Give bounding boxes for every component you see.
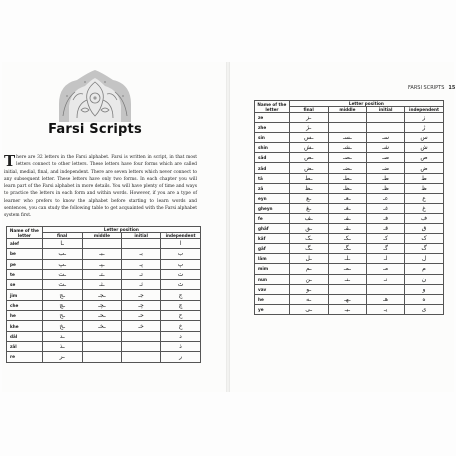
letter-final-cell: ـر [42,352,82,362]
header-letter-name: Name of the letter [255,101,290,113]
letter-name-cell: tā [255,173,290,183]
letter-name-cell: shin [255,143,290,153]
letter-independent-cell: ط [405,173,444,183]
table-row [7,300,201,310]
header-initial: initial [367,107,405,113]
table-row [255,173,444,183]
arabesque-ornament [55,70,135,122]
letter-independent-cell: د [161,331,201,341]
letter-independent-cell: ظ [405,183,444,193]
letter-initial-cell: حـ [122,311,161,321]
letter-name-cell: sād [255,153,290,163]
letter-name-cell: sin [255,133,290,143]
letter-name-cell: te [7,269,43,279]
table-row [7,259,201,269]
letter-initial-cell: خـ [122,321,161,331]
table-row [255,284,444,294]
table-row [255,213,444,223]
letter-middle-cell: ـمـ [328,264,367,274]
letter-name-cell: lām [255,254,290,264]
header-letter-position: Letter position [289,101,443,107]
letter-initial-cell: غـ [367,203,405,213]
letter-final-cell: ـظ [289,183,328,193]
header-final: final [289,107,328,113]
letter-independent-cell: س [405,133,444,143]
letter-independent-cell: ت [161,269,201,279]
letter-final-cell: ـث [42,280,82,290]
letter-name-cell: gāf [255,244,290,254]
letter-independent-cell: ش [405,143,444,153]
table-row [7,290,201,300]
letter-middle-cell: ـغـ [328,203,367,213]
letter-middle-cell: ـیـ [328,304,367,314]
letter-middle-cell [328,284,367,294]
letter-independent-cell: ز [405,113,444,123]
letter-name-cell: gheyn [255,203,290,213]
letter-final-cell: ـن [289,274,328,284]
letter-name-cell: re [7,352,43,362]
letter-independent-cell: ث [161,280,201,290]
letter-initial-cell: شـ [367,143,405,153]
table-row [255,133,444,143]
letter-name-cell: fe [255,213,290,223]
letter-name-cell: dāl [7,331,43,341]
letter-name-cell: vav [255,284,290,294]
letter-initial-cell: قـ [367,224,405,234]
letter-final-cell: ـخ [42,321,82,331]
letter-initial-cell: سـ [367,133,405,143]
letter-middle-cell: ـسـ [328,133,367,143]
letter-initial-cell: ضـ [367,163,405,173]
letter-independent-cell: ب [161,249,201,259]
letter-name-cell: che [7,300,43,310]
letter-initial-cell: پـ [122,259,161,269]
letter-middle-cell: ـلـ [328,254,367,264]
letter-initial-cell: لـ [367,254,405,264]
table-row [255,244,444,254]
letter-name-cell: jim [7,290,43,300]
letter-middle-cell: ـثـ [82,280,122,290]
letter-middle-cell [82,352,122,362]
letter-independent-cell: ل [405,254,444,264]
letter-middle-cell [82,331,122,341]
letter-initial-cell: طـ [367,173,405,183]
letter-initial-cell: نـ [367,274,405,284]
letter-independent-cell: و [405,284,444,294]
letter-final-cell: ـب [42,249,82,259]
letter-independent-cell: ف [405,213,444,223]
header-final: final [42,233,82,239]
alphabet-table-right-body [255,113,444,315]
letter-final-cell: ـط [289,173,328,183]
letter-middle-cell [82,239,122,249]
letter-final-cell: ـش [289,143,328,153]
letter-final-cell: ـپ [42,259,82,269]
table-row [7,311,201,321]
letter-independent-cell: ذ [161,341,201,351]
letter-middle-cell: ـخـ [82,321,122,331]
letter-final-cell: ـژ [289,123,328,133]
letter-name-cell: ze [255,113,290,123]
table-row [7,331,201,341]
letter-independent-cell: ک [405,234,444,244]
table-row [7,269,201,279]
letter-independent-cell: ق [405,224,444,234]
letter-name-cell: he [255,294,290,304]
letter-name-cell: se [7,280,43,290]
letter-initial-cell: بـ [122,249,161,259]
letter-name-cell: pe [7,259,43,269]
letter-middle-cell: ـحـ [82,311,122,321]
letter-middle-cell: ـصـ [328,153,367,163]
letter-independent-cell: پ [161,259,201,269]
letter-initial-cell: ظـ [367,183,405,193]
letter-middle-cell: ـطـ [328,173,367,183]
letter-independent-cell: گ [405,244,444,254]
letter-name-cell: alef [7,239,43,249]
alphabet-table-right [254,100,444,315]
letter-independent-cell: ض [405,163,444,173]
table-row [255,193,444,203]
table-row [255,113,444,123]
letter-name-cell: be [7,249,43,259]
letter-initial-cell: چـ [122,300,161,310]
letter-middle-cell: ـجـ [82,290,122,300]
table-row [7,239,201,249]
letter-initial-cell: ثـ [122,280,161,290]
letter-initial-cell: مـ [367,264,405,274]
table-row [255,294,444,304]
table-row [255,304,444,314]
letter-initial-cell: کـ [367,234,405,244]
letter-final-cell: ـح [42,311,82,321]
letter-name-cell: zhe [255,123,290,133]
header-letter-position: Letter position [42,227,200,233]
letter-name-cell: nun [255,274,290,284]
letter-initial-cell [122,331,161,341]
letter-middle-cell: ـچـ [82,300,122,310]
letter-final-cell: ـع [289,193,328,203]
table-row [7,321,201,331]
table-row [255,183,444,193]
letter-initial-cell: گـ [367,244,405,254]
letter-initial-cell: هـ [367,294,405,304]
letter-final-cell: ـک [289,234,328,244]
letter-independent-cell: ن [405,274,444,284]
letter-final-cell: ـد [42,331,82,341]
letter-final-cell: ـص [289,153,328,163]
table-row [255,264,444,274]
page-number: 15 [448,85,456,91]
letter-final-cell: ـق [289,224,328,234]
letter-independent-cell: ع [405,193,444,203]
table-row [255,153,444,163]
letter-independent-cell: ص [405,153,444,163]
letter-final-cell: ـل [289,254,328,264]
letter-name-cell: ghāf [255,224,290,234]
letter-middle-cell: ـعـ [328,193,367,203]
header-middle: middle [328,107,367,113]
letter-initial-cell [122,341,161,351]
letter-final-cell: ـت [42,269,82,279]
table-row [255,203,444,213]
drop-cap: T [4,152,16,170]
letter-initial-cell [122,352,161,362]
letter-name-cell: eyn [255,193,290,203]
section-title: Farsi Scripts [48,122,142,137]
alphabet-table-left [6,226,201,363]
letter-middle-cell [328,113,367,123]
letter-initial-cell [122,239,161,249]
table-row [7,352,201,362]
table-row [255,234,444,244]
letter-final-cell: ـچ [42,300,82,310]
letter-final-cell: ـگ [289,244,328,254]
header-independent: independent [405,107,444,113]
letter-independent-cell: ا [161,239,201,249]
letter-middle-cell: ـگـ [328,244,367,254]
letter-name-cell: ye [255,304,290,314]
letter-name-cell: zā [255,183,290,193]
letter-middle-cell: ـضـ [328,163,367,173]
intro-text: here are 32 letters in the Farsi alphabet. Farsi is written in script, in that most letters connect to other letters. These letters have four forms which are called initial, medial, final, and independent. There are seven letters which never connect to any subsequent letter. These letters have only two forms. In each chapter you will learn part of the Farsi alphabet in more details. You will have plenty of time and ways to practice the letters in each form and within words. However, if you are a type of learner who prefers to know the alphabet before starting to learn words and sentences, you can study the following table to get acquainted with the Farsi alphabet system first. [4,155,197,219]
letter-middle-cell: ـفـ [328,213,367,223]
table-row [7,249,201,259]
letter-independent-cell: ی [405,304,444,314]
letter-independent-cell: چ [161,300,201,310]
letter-middle-cell: ـهـ [328,294,367,304]
letter-name-cell: kāf [255,234,290,244]
letter-final-cell: ـذ [42,341,82,351]
letter-final-cell: ـم [289,264,328,274]
letter-final-cell: ـو [289,284,328,294]
letter-final-cell: ـز [289,113,328,123]
table-row [7,280,201,290]
header-independent: independent [161,233,201,239]
table-row [255,123,444,133]
letter-independent-cell: م [405,264,444,274]
letter-independent-cell: غ [405,203,444,213]
table-row [255,224,444,234]
letter-middle-cell [82,341,122,351]
letter-middle-cell: ـظـ [328,183,367,193]
letter-middle-cell: ـپـ [82,259,122,269]
letter-final-cell: ـس [289,133,328,143]
letter-middle-cell: ـکـ [328,234,367,244]
letter-middle-cell: ـنـ [328,274,367,284]
header-initial: initial [122,233,161,239]
letter-initial-cell: صـ [367,153,405,163]
letter-independent-cell: ح [161,311,201,321]
letter-initial-cell [367,113,405,123]
letter-independent-cell: خ [161,321,201,331]
running-header [408,85,455,91]
letter-initial-cell: تـ [122,269,161,279]
letter-initial-cell: جـ [122,290,161,300]
letter-final-cell: ـی [289,304,328,314]
letter-final-cell: ـغ [289,203,328,213]
letter-initial-cell: فـ [367,213,405,223]
letter-independent-cell: ر [161,352,201,362]
header-letter-name: Name of the letter [7,227,43,239]
running-header-title: FARSI SCRIPTS [408,85,445,91]
letter-final-cell: ـض [289,163,328,173]
letter-name-cell: mim [255,264,290,274]
table-row [255,143,444,153]
table-row [255,254,444,264]
letter-middle-cell [328,123,367,133]
letter-final-cell: ـج [42,290,82,300]
letter-name-cell: khe [7,321,43,331]
intro-paragraph [4,152,197,219]
letter-initial-cell [367,284,405,294]
header-middle: middle [82,233,122,239]
letter-name-cell: he [7,311,43,321]
letter-final-cell: ـه [289,294,328,304]
letter-name-cell: zād [255,163,290,173]
letter-name-cell: zāl [7,341,43,351]
letter-middle-cell: ـتـ [82,269,122,279]
table-row [7,341,201,351]
letter-initial-cell [367,123,405,133]
letter-middle-cell: ـبـ [82,249,122,259]
letter-middle-cell: ـقـ [328,224,367,234]
letter-initial-cell: عـ [367,193,405,203]
letter-final-cell: ـا [42,239,82,249]
letter-independent-cell: ج [161,290,201,300]
alphabet-table-left-body [7,239,201,363]
letter-independent-cell: ژ [405,123,444,133]
letter-final-cell: ـف [289,213,328,223]
table-row [255,163,444,173]
table-row [255,274,444,284]
letter-middle-cell: ـشـ [328,143,367,153]
letter-initial-cell: یـ [367,304,405,314]
arabesque-ornament-graphic [55,70,135,122]
letter-independent-cell: ه [405,294,444,304]
